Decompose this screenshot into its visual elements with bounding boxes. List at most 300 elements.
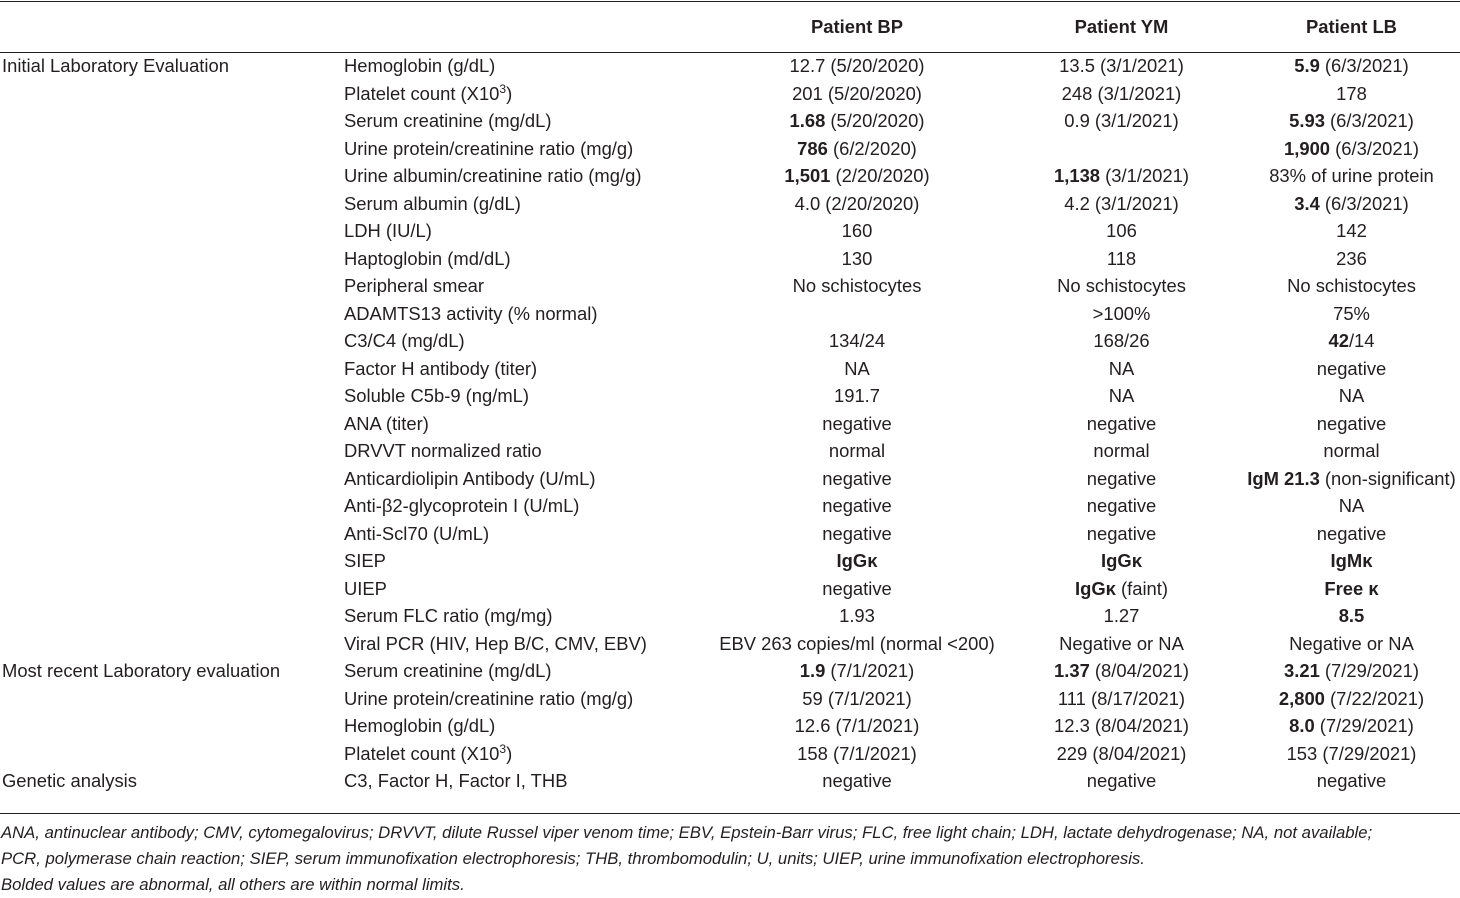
table-row — [0, 602, 1460, 630]
section-label — [0, 602, 342, 630]
abnormal-value: IgGκ — [1101, 550, 1142, 571]
value-cell-bp — [710, 135, 1004, 163]
value-cell-bp — [710, 355, 1004, 383]
value-cell-bp — [710, 602, 1004, 630]
test-name — [342, 410, 710, 438]
test-name-text: Urine albumin/creatinine ratio (mg/g) — [344, 165, 642, 186]
abnormal-value: IgGκ — [836, 550, 878, 571]
value-cell-lb — [1239, 712, 1460, 740]
value-text: /14 — [1348, 330, 1375, 351]
value-cell-lb — [1239, 355, 1460, 383]
table-row — [0, 190, 1460, 218]
test-name-superscript: 3 — [499, 741, 507, 756]
test-name — [342, 382, 710, 410]
test-name-text: Soluble C5b-9 (ng/mL) — [344, 385, 530, 406]
test-name — [342, 547, 710, 575]
table-row — [0, 465, 1460, 493]
test-name — [342, 712, 710, 740]
abnormal-value: 1.68 — [789, 110, 826, 131]
value-text: (7/1/2021) — [825, 660, 915, 681]
value-text: EBV 263 copies/ml (normal <200) — [719, 632, 995, 654]
value-cell-lb — [1239, 135, 1460, 163]
table-row — [0, 80, 1460, 108]
value-cell-lb — [1239, 547, 1460, 575]
value-text: Negative or NA — [1289, 632, 1414, 654]
bottom-rule — [0, 813, 1460, 814]
value-cell-lb — [1239, 657, 1460, 685]
test-name-text: Platelet count (X10 — [344, 82, 500, 104]
table-row — [0, 162, 1460, 190]
test-name — [342, 767, 710, 795]
abnormal-value: Free κ — [1324, 577, 1379, 599]
value-cell-ym — [1004, 382, 1239, 410]
value-cell-lb — [1239, 437, 1460, 465]
value-text: negative — [822, 467, 892, 489]
value-text: NA — [1338, 385, 1365, 406]
value-text: (6/3/2021) — [1319, 55, 1409, 76]
abnormal-value: IgM 21.3 — [1247, 467, 1320, 489]
value-text: (2/20/2020) — [830, 165, 930, 186]
value-cell-bp — [710, 740, 1004, 768]
test-name — [342, 135, 710, 163]
value-text: (7/22/2021) — [1324, 687, 1425, 709]
value-text: 236 — [1336, 247, 1367, 269]
value-text: (6/3/2021) — [1330, 137, 1419, 159]
abnormal-value: IgGκ — [1074, 577, 1116, 599]
test-name-text: Serum creatinine (mg/dL) — [344, 110, 552, 131]
value-cell-lb — [1239, 520, 1460, 548]
value-text: 1.27 — [1103, 605, 1140, 626]
value-cell-lb — [1239, 767, 1460, 795]
value-cell-lb — [1239, 327, 1460, 355]
value-cell-bp — [710, 712, 1004, 740]
value-cell-ym — [1004, 355, 1239, 383]
section-label — [0, 740, 342, 768]
abnormal-value: 1,501 — [784, 165, 831, 186]
value-cell-ym — [1004, 410, 1239, 438]
value-cell-bp — [710, 272, 1004, 300]
value-text: NA — [1108, 357, 1135, 379]
test-name-text: SIEP — [344, 550, 386, 571]
value-text: 178 — [1336, 82, 1367, 104]
value-text: (non-significant) — [1319, 467, 1456, 489]
test-name-text: Anti-Scl70 (U/mL) — [344, 522, 490, 544]
value-cell-ym — [1004, 217, 1239, 245]
value-cell-ym — [1004, 190, 1239, 218]
test-name-text: Factor H antibody (titer) — [344, 357, 538, 379]
value-text: 142 — [1336, 220, 1367, 241]
test-name-text: Peripheral smear — [344, 275, 485, 296]
section-label — [0, 685, 342, 713]
section-label — [0, 410, 342, 438]
footnote-abbreviations-2: PCR, polymerase chain reaction; SIEP, serum immunofixation electrophoresis; THB, thrombomodulin; U, units; UIEP, urine immunofixation electrophoresis. — [1, 849, 1145, 868]
value-cell-ym — [1004, 575, 1239, 603]
value-cell-ym — [1004, 245, 1239, 273]
value-cell-bp — [710, 520, 1004, 548]
value-cell-lb — [1239, 80, 1460, 108]
section-label — [0, 80, 342, 108]
value-text: negative — [1316, 357, 1387, 379]
table-row — [0, 300, 1460, 328]
value-text: negative — [1086, 522, 1157, 544]
value-cell-ym — [1004, 272, 1239, 300]
test-name — [342, 52, 710, 80]
table-row — [0, 685, 1460, 713]
abnormal-value: 8.0 — [1289, 715, 1315, 736]
section-label — [0, 327, 342, 355]
table-row — [0, 245, 1460, 273]
table-row — [0, 740, 1460, 768]
table-row — [0, 107, 1460, 135]
value-text: (3/1/2021) — [1100, 165, 1189, 186]
value-text: 111 (8/17/2021) — [1057, 687, 1186, 709]
header-patient-bp: Patient BP — [811, 16, 903, 38]
value-text: 59 (7/1/2021) — [802, 687, 912, 709]
test-name-text: LDH (IU/L) — [344, 220, 432, 241]
test-name-suffix: ) — [506, 82, 513, 104]
test-name — [342, 107, 710, 135]
value-cell-lb — [1239, 492, 1460, 520]
value-text: normal — [828, 440, 886, 461]
value-cell-ym — [1004, 437, 1239, 465]
abnormal-value: 786 — [797, 137, 828, 159]
test-name — [342, 685, 710, 713]
section-label — [0, 382, 342, 410]
test-name — [342, 327, 710, 355]
test-name — [342, 355, 710, 383]
value-cell-lb — [1239, 382, 1460, 410]
value-cell-ym — [1004, 52, 1239, 80]
value-cell-ym — [1004, 492, 1239, 520]
abnormal-value: 3.21 — [1284, 660, 1320, 681]
value-text: (7/29/2021) — [1319, 660, 1419, 681]
value-cell-lb — [1239, 272, 1460, 300]
value-text: 248 (3/1/2021) — [1061, 82, 1182, 104]
table-header — [0, 2, 1460, 52]
value-cell-lb — [1239, 575, 1460, 603]
value-text: 1.93 — [839, 605, 875, 626]
value-text: negative — [822, 412, 892, 434]
value-text: 160 — [841, 220, 873, 241]
section-label — [0, 547, 342, 575]
value-text: 12.3 (8/04/2021) — [1054, 715, 1189, 736]
header-row — [0, 2, 1460, 52]
value-text: negative — [1316, 412, 1387, 434]
section-label — [0, 272, 342, 300]
section-label — [0, 437, 342, 465]
value-cell-ym — [1004, 547, 1239, 575]
table-row — [0, 52, 1460, 80]
value-text: 134/24 — [828, 330, 886, 351]
value-cell-ym — [1004, 107, 1239, 135]
section-label — [0, 107, 342, 135]
value-cell-lb — [1239, 245, 1460, 273]
section-label: Genetic analysis — [2, 770, 137, 791]
value-cell-lb — [1239, 300, 1460, 328]
value-text: NA — [1108, 385, 1135, 406]
value-cell-ym — [1004, 767, 1239, 795]
test-name-text: Serum FLC ratio (mg/mg) — [344, 605, 553, 626]
abnormal-value: 3.4 — [1294, 192, 1320, 214]
abnormal-value: 1.37 — [1054, 660, 1090, 681]
table-row — [0, 630, 1460, 658]
test-name — [342, 80, 710, 108]
test-name-text: Viral PCR (HIV, Hep B/C, CMV, EBV) — [344, 632, 647, 654]
test-name-text: Hemoglobin (g/dL) — [344, 715, 496, 736]
value-cell-ym — [1004, 162, 1239, 190]
abnormal-value: 2,800 — [1278, 687, 1325, 709]
test-name-text: C3, Factor H, Factor I, THB — [344, 770, 568, 791]
test-name — [342, 740, 710, 768]
value-text: 118 — [1106, 247, 1137, 269]
value-text: negative — [1086, 770, 1157, 791]
test-name — [342, 190, 710, 218]
test-name-text: Serum albumin (g/dL) — [344, 192, 521, 214]
footnote-bold-note: Bolded values are abnormal, all others are within normal limits. — [1, 875, 465, 894]
table-row — [0, 327, 1460, 355]
table-row — [0, 520, 1460, 548]
value-cell-lb — [1239, 107, 1460, 135]
value-cell-bp — [710, 657, 1004, 685]
value-cell-bp — [710, 190, 1004, 218]
value-text: negative — [1086, 467, 1157, 489]
test-name — [342, 657, 710, 685]
abnormal-value: 1,900 — [1284, 137, 1331, 159]
section-label — [0, 520, 342, 548]
table-row — [0, 382, 1460, 410]
test-name — [342, 162, 710, 190]
value-cell-ym — [1004, 712, 1239, 740]
section-label — [0, 712, 342, 740]
value-cell-bp — [710, 327, 1004, 355]
section-label — [0, 465, 342, 493]
table-row — [0, 547, 1460, 575]
value-cell-bp — [710, 107, 1004, 135]
value-cell-lb — [1239, 465, 1460, 493]
value-text: 12.6 (7/1/2021) — [794, 715, 920, 736]
test-name-text: Serum creatinine (mg/dL) — [344, 660, 552, 681]
value-text: normal — [1323, 440, 1380, 461]
value-text: (5/20/2020) — [825, 110, 925, 131]
test-name — [342, 492, 710, 520]
section-label — [0, 492, 342, 520]
value-cell-ym — [1004, 740, 1239, 768]
value-text: negative — [822, 495, 892, 516]
value-cell-ym — [1004, 630, 1239, 658]
value-text: negative — [822, 577, 892, 599]
abnormal-value: 1.9 — [799, 660, 826, 681]
value-text: (7/29/2021) — [1314, 715, 1414, 736]
value-text: No schistocytes — [792, 275, 922, 296]
value-text: Negative or NA — [1059, 632, 1184, 654]
abnormal-value: 5.93 — [1289, 110, 1325, 131]
value-text: No schistocytes — [1287, 275, 1416, 296]
value-cell-bp — [710, 410, 1004, 438]
value-text: (6/3/2021) — [1324, 110, 1414, 131]
value-cell-bp — [710, 630, 1004, 658]
value-cell-bp — [710, 767, 1004, 795]
value-cell-ym — [1004, 135, 1239, 163]
lab-results-table — [0, 2, 1460, 795]
value-cell-lb — [1239, 52, 1460, 80]
value-text: NA — [844, 357, 870, 379]
test-name-text: UIEP — [344, 577, 387, 599]
value-text: normal — [1093, 440, 1150, 461]
value-cell-bp — [710, 465, 1004, 493]
test-name — [342, 300, 710, 328]
value-text: 158 (7/1/2021) — [797, 742, 917, 764]
header-patient-lb: Patient LB — [1306, 16, 1397, 38]
footnote-abbreviations-1: ANA, antinuclear antibody; CMV, cytomegalovirus; DRVVT, dilute Russel viper venom time; EBV, Epstein-Barr virus; FLC, free light chain; LDH, lactate dehydrogenase; NA, not available; — [1, 823, 1373, 842]
table-row — [0, 767, 1460, 795]
value-cell-bp — [710, 162, 1004, 190]
value-text: 106 — [1106, 220, 1137, 241]
value-text: negative — [822, 770, 892, 791]
test-name — [342, 520, 710, 548]
table-row — [0, 437, 1460, 465]
section-label — [0, 217, 342, 245]
test-name-text: ADAMTS13 activity (% normal) — [344, 302, 598, 324]
value-cell-lb — [1239, 410, 1460, 438]
table-row — [0, 575, 1460, 603]
header-cell-test — [342, 2, 710, 52]
value-text: No schistocytes — [1057, 275, 1186, 296]
value-text: negative — [1316, 522, 1387, 544]
abnormal-value: IgMκ — [1330, 550, 1373, 571]
test-name-text: Anti-β2-glycoprotein I (U/mL) — [344, 495, 580, 516]
table-row — [0, 355, 1460, 383]
section-label — [0, 575, 342, 603]
value-cell-bp — [710, 382, 1004, 410]
test-name — [342, 602, 710, 630]
table-footnotes — [1, 820, 1459, 898]
value-cell-bp — [710, 547, 1004, 575]
section-label — [0, 300, 342, 328]
value-cell-ym — [1004, 300, 1239, 328]
value-text: 4.0 (2/20/2020) — [794, 192, 920, 214]
table-row — [0, 410, 1460, 438]
value-cell-lb — [1239, 190, 1460, 218]
value-text: (faint) — [1115, 577, 1169, 599]
value-cell-bp — [710, 575, 1004, 603]
test-name — [342, 245, 710, 273]
test-name-suffix: ) — [506, 742, 513, 764]
test-name-text: Hemoglobin (g/dL) — [344, 55, 496, 76]
value-cell-ym — [1004, 465, 1239, 493]
value-cell-lb — [1239, 162, 1460, 190]
value-text: NA — [1338, 495, 1365, 516]
section-label: Most recent Laboratory evaluation — [2, 660, 281, 681]
value-cell-bp — [710, 300, 1004, 328]
value-text: 130 — [841, 247, 873, 269]
test-name-text: ANA (titer) — [344, 412, 429, 434]
section-label — [0, 630, 342, 658]
test-name — [342, 465, 710, 493]
test-name — [342, 437, 710, 465]
value-text: >100% — [1092, 302, 1151, 324]
value-text: (6/3/2021) — [1319, 192, 1409, 214]
test-name — [342, 575, 710, 603]
test-name-text: Urine protein/creatinine ratio (mg/g) — [344, 687, 634, 709]
value-text: 12.7 (5/20/2020) — [789, 55, 925, 76]
value-cell-ym — [1004, 520, 1239, 548]
value-text: 168/26 — [1093, 330, 1150, 351]
abnormal-value: 5.9 — [1294, 55, 1320, 76]
table-body — [0, 52, 1460, 795]
test-name-text: Platelet count (X10 — [344, 742, 500, 764]
abnormal-value: 8.5 — [1338, 605, 1365, 626]
value-text: 201 (5/20/2020) — [792, 82, 922, 104]
value-text: 75% — [1333, 302, 1370, 324]
abnormal-value: 42 — [1328, 330, 1349, 351]
test-name — [342, 630, 710, 658]
value-text: 191.7 — [833, 385, 881, 406]
table-row — [0, 657, 1460, 685]
value-text: 83% of urine protein — [1269, 165, 1434, 186]
section-label — [0, 190, 342, 218]
section-label — [0, 245, 342, 273]
table-row — [0, 492, 1460, 520]
section-label — [0, 355, 342, 383]
value-text: 153 (7/29/2021) — [1286, 742, 1417, 764]
value-cell-lb — [1239, 630, 1460, 658]
value-cell-bp — [710, 217, 1004, 245]
test-name-text: Haptoglobin (md/dL) — [344, 247, 511, 269]
abnormal-value: 1,138 — [1054, 165, 1101, 186]
value-text: (8/04/2021) — [1089, 660, 1189, 681]
value-text: negative — [1086, 495, 1157, 516]
value-cell-ym — [1004, 685, 1239, 713]
value-text: 4.2 (3/1/2021) — [1064, 192, 1179, 214]
table-row — [0, 272, 1460, 300]
value-cell-bp — [710, 685, 1004, 713]
value-cell-lb — [1239, 217, 1460, 245]
value-cell-ym — [1004, 602, 1239, 630]
value-cell-bp — [710, 80, 1004, 108]
test-name-text: Urine protein/creatinine ratio (mg/g) — [344, 137, 634, 159]
value-cell-bp — [710, 52, 1004, 80]
value-cell-lb — [1239, 602, 1460, 630]
value-cell-ym — [1004, 657, 1239, 685]
test-name-text: C3/C4 (mg/dL) — [344, 330, 465, 351]
table-row — [0, 712, 1460, 740]
value-text: 0.9 (3/1/2021) — [1064, 110, 1179, 131]
section-label — [0, 162, 342, 190]
value-text: negative — [1316, 770, 1387, 791]
header-cell-section — [0, 2, 342, 52]
test-name-text: DRVVT normalized ratio — [344, 440, 542, 461]
value-cell-bp — [710, 437, 1004, 465]
table-row — [0, 217, 1460, 245]
value-text: negative — [1086, 412, 1157, 434]
value-cell-bp — [710, 492, 1004, 520]
value-text: negative — [822, 522, 892, 544]
test-name-superscript: 3 — [499, 81, 507, 96]
test-name — [342, 217, 710, 245]
test-name — [342, 272, 710, 300]
value-text: 229 (8/04/2021) — [1056, 742, 1187, 764]
value-cell-bp — [710, 245, 1004, 273]
value-cell-ym — [1004, 327, 1239, 355]
value-cell-ym — [1004, 80, 1239, 108]
value-text: 13.5 (3/1/2021) — [1059, 55, 1184, 76]
section-label: Initial Laboratory Evaluation — [2, 55, 229, 76]
table-row — [0, 135, 1460, 163]
value-text: (6/2/2020) — [827, 137, 917, 159]
value-cell-lb — [1239, 740, 1460, 768]
section-label — [0, 135, 342, 163]
value-cell-lb — [1239, 685, 1460, 713]
